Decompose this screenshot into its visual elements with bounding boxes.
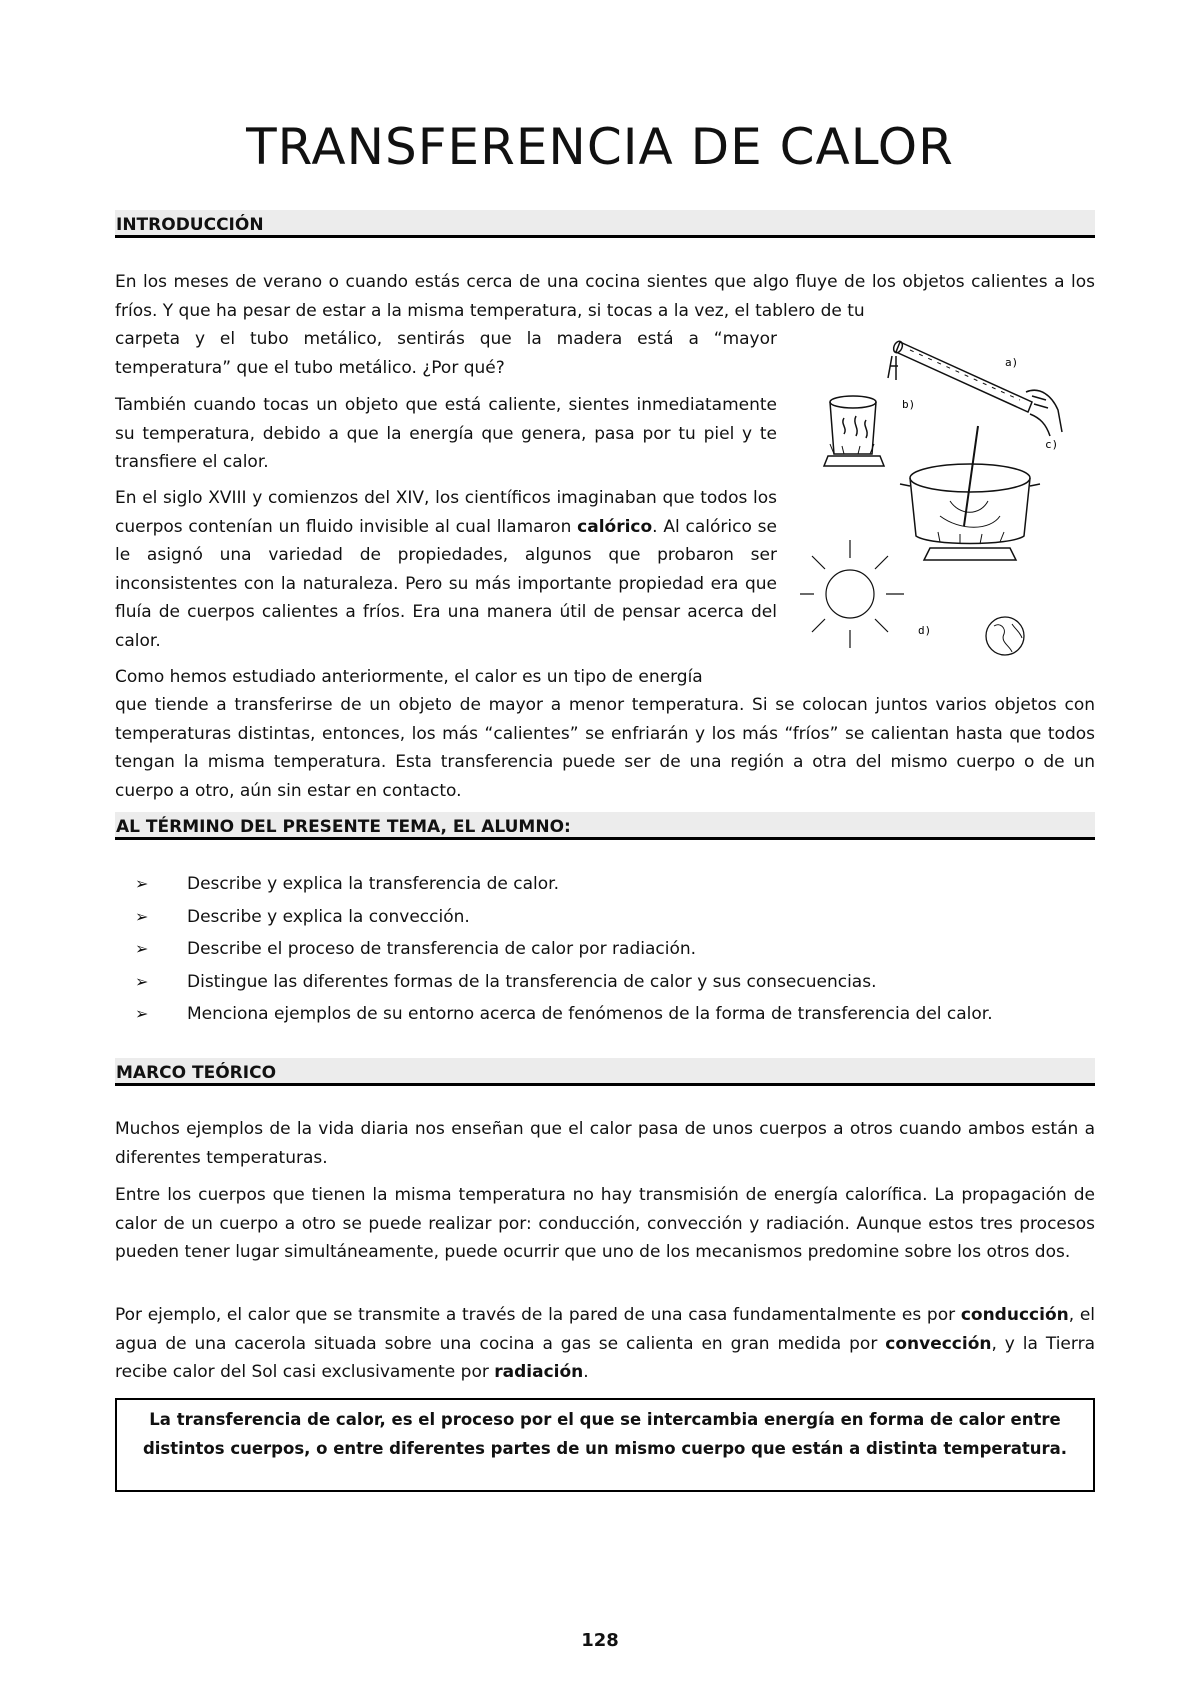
earth-drawing — [986, 617, 1024, 655]
section-heading-marco-teorico: MARCO TEÓRICO — [115, 1058, 1095, 1086]
pot-drawing — [900, 426, 1040, 560]
marco-paragraph-1: Muchos ejemplos de la vida diaria nos enseñan que el calor pasa de unos cuerpos a otros cuando ambos están a diferentes temperaturas. — [115, 1119, 1095, 1168]
heat-transfer-illustration — [800, 326, 1090, 664]
marco-paragraph-2: Entre los cuerpos que tienen la misma temperatura no hay transmisión de energía calorífica. La propagación de calor de un cuerpo a otro se puede realizar por: conducción, convección y radiación. Aunque estos tres procesos pueden tener lugar simultáneamente, puede ocurrir que uno de los mecanismos predomine sobre los otros dos. — [115, 1185, 1095, 1262]
intro-paragraph-4b: que tiende a transferirse de un objeto de mayor a menor temperatura. Si se colocan juntos varios objetos con temperaturas distintas, entonces, los más “calientes” se enfriarán y los más “fríos” se calientan hasta que todos tengan la misma temperatura. Esta transferencia puede ser de una región a otra del mismo cuerpo o de un cuerpo a otro, aún sin estar en contacto. — [115, 695, 1095, 801]
bold-term-radiacion: radiación — [494, 1362, 584, 1382]
label-d: d) — [918, 624, 932, 637]
label-a: a) — [1005, 356, 1019, 369]
arrow-bullet-icon: ➢ — [135, 939, 149, 958]
section-heading-introduccion: INTRODUCCIÓN — [115, 210, 1095, 238]
sun-drawing — [800, 540, 904, 648]
intro-paragraph-4a: Como hemos estudiado anteriormente, el calor es un tipo de energía — [115, 667, 703, 687]
label-c: c) — [1045, 438, 1059, 451]
arrow-bullet-icon: ➢ — [135, 971, 149, 991]
arrow-bullet-icon: ➢ — [135, 1004, 149, 1023]
arrow-bullet-icon: ➢ — [135, 906, 149, 926]
illustration-svg — [800, 326, 1090, 664]
list-item: ➢ Menciona ejemplos de su entorno acerca de fenómenos de la forma de transferencia del calor. — [115, 998, 1095, 1031]
intro-paragraph-2: También cuando tocas un objeto que está caliente, sientes inmediatamente su temperatura, debido a que la energía que genera, pasa por tu piel y te transfiere el calor. — [115, 395, 777, 472]
list-item: ➢ Describe y explica la convección. — [115, 901, 1095, 934]
metal-rod-drawing — [888, 340, 1062, 436]
label-b: b) — [902, 398, 916, 411]
marco-paragraph-3: Por ejemplo, el calor que se transmite a través de la pared de una casa fundamentalmente es por conducción, el agua de una cacerola situada sobre una cocina a gas se calienta en gran medida por convección, y la Tierra recibe calor del Sol casi exclusivamente por radiación. — [115, 1305, 1096, 1382]
list-item: ➢ Distingue las diferentes formas de la transferencia de calor y sus consecuencias. — [115, 966, 1095, 999]
bold-term-calorico: calórico — [577, 516, 653, 537]
list-item: ➢ Describe el proceso de transferencia de calor por radiación. — [115, 933, 1095, 966]
intro-paragraph-1b: carpeta y el tubo metálico, sentirás que la madera está a “mayor temperatura” que el tubo metálico. ¿Por qué? — [115, 329, 777, 378]
intro-paragraph-1a: En los meses de verano o cuando estás cerca de una cocina sientes que algo fluye de los objetos calientes a los fríos. Y que ha pesar de estar a la misma temperatura, si tocas a la vez, el tablero de tu — [115, 272, 1095, 321]
definition-box: La transferencia de calor, es el proceso por el que se intercambia energía en forma de calor entre distintos cuerpos, o entre diferentes partes de un mismo cuerpo que están a distinta temperatura. — [115, 1398, 1095, 1492]
arrow-bullet-icon: ➢ — [135, 874, 149, 893]
beaker-drawing — [824, 396, 884, 466]
intro-paragraph-3: En el siglo XVIII y comienzos del XIV, los científicos imaginaban que todos los cuerpos contenían un fluido invisible al cual llamaron calórico. Al calórico se le asignó una variedad de propiedades, algunos que probaron ser inconsistentes con la naturaleza. Pero su más importante propiedad era que fluía de cuerpos calientes a fríos. Era una manera útil de pensar acerca del calor. — [115, 488, 777, 651]
bold-term-conduccion: conducción — [960, 1305, 1069, 1325]
page-number: 128 — [581, 1630, 619, 1651]
page-title: TRANSFERENCIA DE CALOR — [246, 118, 954, 176]
objectives-list — [115, 868, 1095, 1031]
list-item: ➢ Describe y explica la transferencia de calor. — [115, 868, 1095, 901]
bold-term-conveccion: convección — [885, 1333, 992, 1354]
section-heading-objectives: AL TÉRMINO DEL PRESENTE TEMA, EL ALUMNO: — [115, 812, 1095, 840]
